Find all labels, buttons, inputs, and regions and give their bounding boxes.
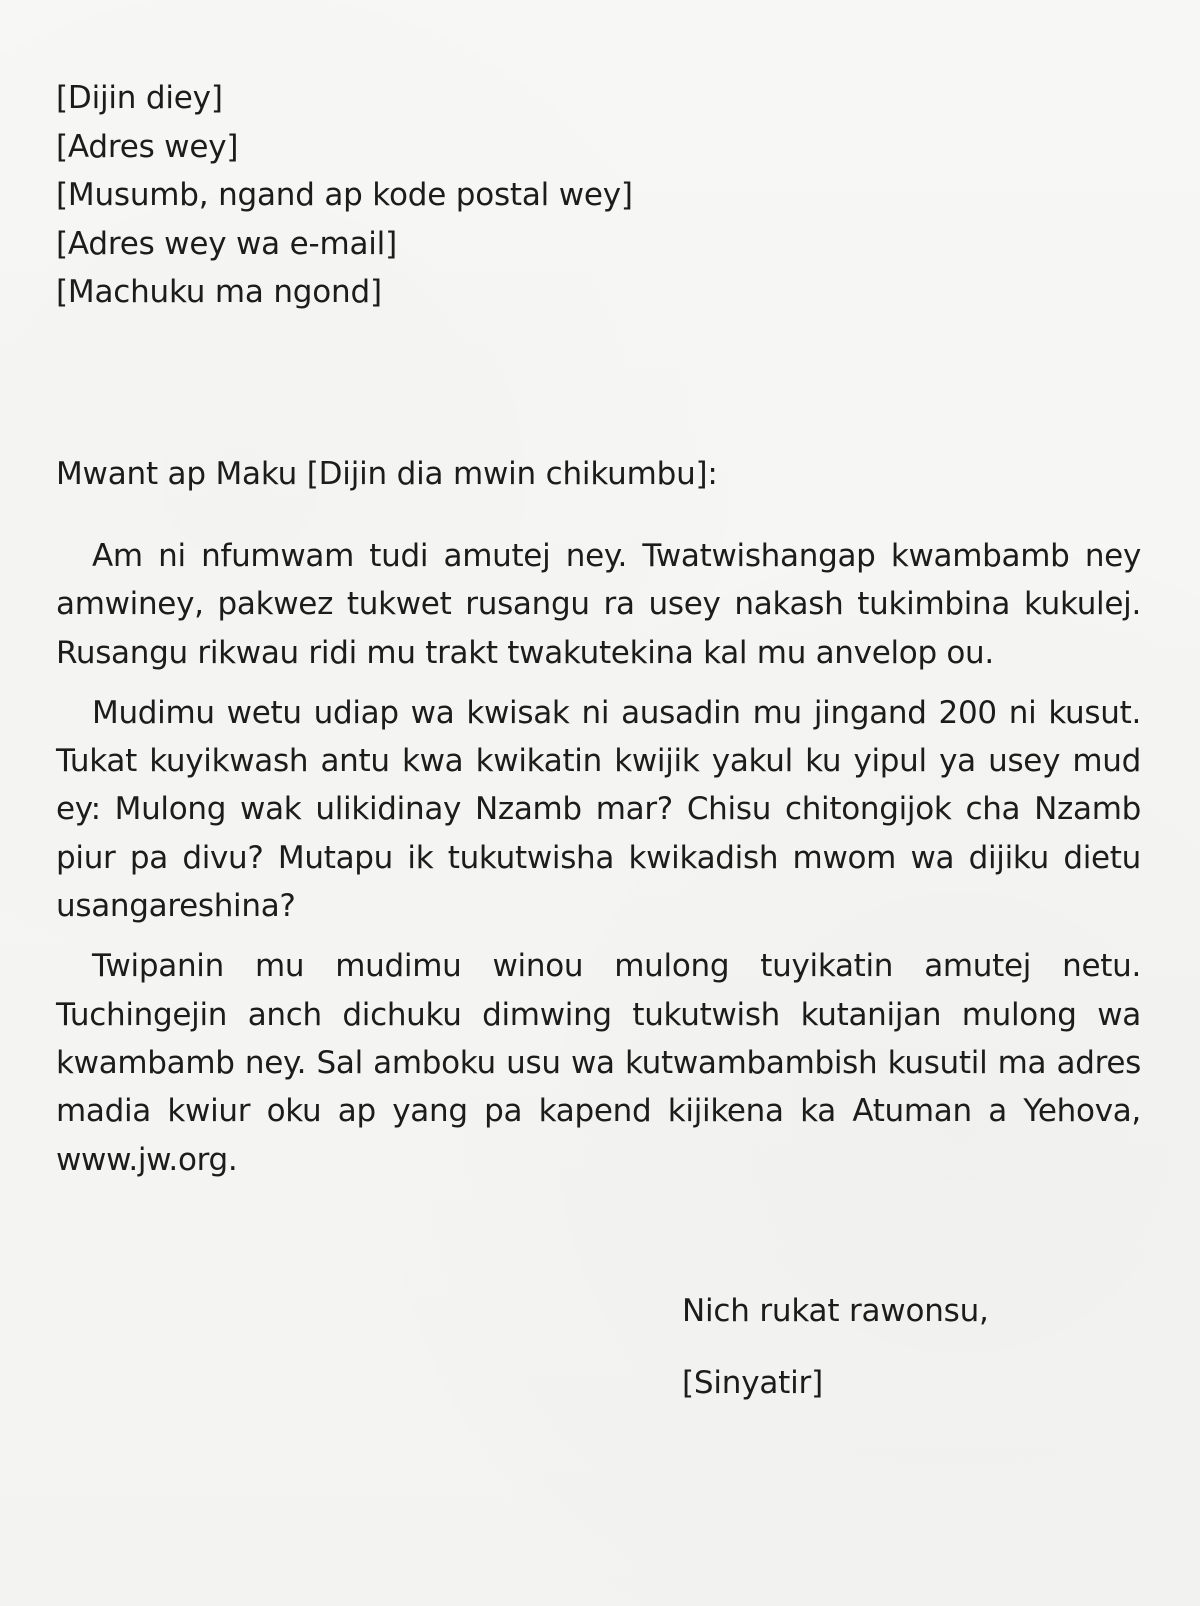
body-paragraph-3: Twipanin mu mudimu winou mulong tuyikatin amutej netu. Tuchingejin anch dichuku dimwing tukutwish kutanijan mulong wa kwambamb ney. Sal amboku usu wa kutwambambish kusutil ma adres madia kwiur oku ap yang pa kapend kijikena ka Atuman a Yehova, www.jw.org. bbox=[56, 948, 1141, 1178]
signature-placeholder: [Sinyatir] bbox=[682, 1365, 823, 1401]
sender-email-line: [Adres wey wa e-mail] bbox=[56, 225, 397, 262]
sender-city-line: [Musumb, ngand ap kode postal wey] bbox=[56, 177, 633, 213]
sender-address-block bbox=[56, 74, 956, 317]
sender-name-line: [Dijin diey] bbox=[56, 80, 223, 116]
letter-body bbox=[56, 532, 1141, 1196]
sender-date-line: [Machuku ma ngond] bbox=[56, 274, 382, 310]
body-paragraph-2: Mudimu wetu udiap wa kwisak ni ausadin mu jingand 200 ni kusut. Tukat kuyikwash antu kwa kwikatin kwijik yakul ku yipul ya usey mud ey: Mulong wak ulikidinay Nzamb mar? Chisu chitongijok cha Nzamb piur pa divu? Mutapu ik tukutwisha kwikadish mwom wa dijiku dietu usangareshina? bbox=[56, 694, 1141, 925]
salutation: Mwant ap Maku [Dijin dia mwin chikumbu]: bbox=[56, 456, 718, 492]
sender-address-line: [Adres wey] bbox=[56, 128, 239, 165]
body-paragraph-1: Am ni nfumwam tudi amutej ney. Twatwishangap kwambamb ney amwiney, pakwez tukwet rusangu ra usey nakash tukimbina kukulej. Rusangu rikwau ridi mu trakt twakutekina kal mu anvelop ou. bbox=[56, 538, 1141, 671]
closing-phrase: Nich rukat rawonsu, bbox=[682, 1293, 989, 1329]
